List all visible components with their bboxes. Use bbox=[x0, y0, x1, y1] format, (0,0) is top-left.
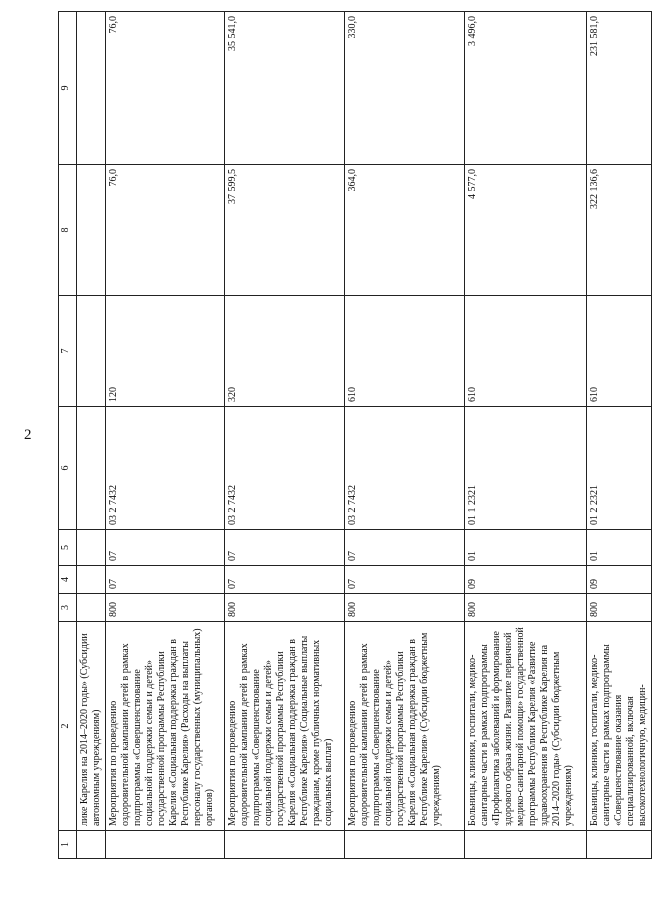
amount-executed-cell: 231 581,0 bbox=[587, 12, 652, 165]
amount-executed-cell: 35 541,0 bbox=[225, 12, 345, 165]
admin-code-cell: 800 bbox=[225, 594, 345, 622]
amount-planned-cell: 322 136,6 bbox=[587, 165, 652, 296]
subsection-code-cell: 01 bbox=[465, 530, 587, 566]
amount-executed-cell bbox=[77, 12, 106, 165]
description-cell: Больницы, клиники, госпитали, медико-санитарные части в рамках подпрограммы «Профилактика заболеваний и формирование здорового образа жизни. Развитие первичной медико-санитарной помощи» государственной программы Республики Карелия «Развитие здравоохранения в Республике Карелия на 2014–2020 годы» (Субсидии бюджетным учреждениям) bbox=[465, 622, 587, 831]
description-cell: Мероприятия по проведению оздоровительной кампании детей в рамках подпрограммы «Совершенствование социальной поддержки семьи и детей» государственной программы Республики Карелия «Социальная поддержка граждан в Республике Карелия» (Субсидии бюджетным учреждениям) bbox=[345, 622, 465, 831]
expense-type-cell: 120 bbox=[106, 296, 225, 407]
section-code-cell: 09 bbox=[587, 566, 652, 594]
admin-code-cell: 800 bbox=[106, 594, 225, 622]
section-code-cell: 09 bbox=[465, 566, 587, 594]
header-col-1: 1 bbox=[59, 831, 77, 859]
table-row bbox=[587, 12, 652, 859]
subsection-code-cell: 07 bbox=[225, 530, 345, 566]
row-index-cell bbox=[345, 831, 465, 859]
amount-planned-cell: 4 577,0 bbox=[465, 165, 587, 296]
row-index-cell bbox=[225, 831, 345, 859]
description-cell: Мероприятия по проведению оздоровительной кампании детей в рамках подпрограммы «Совершенствование социальной поддержки семьи и детей» государственной программы Республики Карелия «Социальная поддержка граждан в Республике Карелия» (Расходы на выплаты персоналу государственных (муниципальных) органов) bbox=[106, 622, 225, 831]
header-col-2: 2 bbox=[59, 622, 77, 831]
header-col-6: 6 bbox=[59, 407, 77, 530]
table-row bbox=[225, 12, 345, 859]
header-col-8: 8 bbox=[59, 165, 77, 296]
budget-table bbox=[58, 11, 652, 859]
subsection-code-cell: 07 bbox=[106, 530, 225, 566]
subsection-code-cell: 07 bbox=[345, 530, 465, 566]
section-code-cell: 07 bbox=[225, 566, 345, 594]
amount-executed-cell: 330,0 bbox=[345, 12, 465, 165]
target-article-cell: 03 2 7432 bbox=[345, 407, 465, 530]
row-index-cell bbox=[77, 831, 106, 859]
budget-table-rotated bbox=[58, 12, 648, 859]
amount-planned-cell: 76,0 bbox=[106, 165, 225, 296]
admin-code-cell bbox=[77, 594, 106, 622]
admin-code-cell: 800 bbox=[587, 594, 652, 622]
header-col-9: 9 bbox=[59, 12, 77, 165]
page-number: 2 bbox=[24, 427, 32, 443]
section-code-cell: 07 bbox=[106, 566, 225, 594]
header-col-5: 5 bbox=[59, 530, 77, 566]
admin-code-cell: 800 bbox=[345, 594, 465, 622]
target-article-cell: 01 2 2321 bbox=[587, 407, 652, 530]
description-cell: лике Карелия на 2014–2020 годы» (Субсидии автономным учреждениям) bbox=[77, 622, 106, 831]
subsection-code-cell bbox=[77, 530, 106, 566]
row-index-cell bbox=[465, 831, 587, 859]
amount-planned-cell: 37 599,5 bbox=[225, 165, 345, 296]
admin-code-cell: 800 bbox=[465, 594, 587, 622]
target-article-cell: 01 1 2321 bbox=[465, 407, 587, 530]
row-index-cell bbox=[106, 831, 225, 859]
target-article-cell bbox=[77, 407, 106, 530]
header-col-4: 4 bbox=[59, 566, 77, 594]
header-col-3: 3 bbox=[59, 594, 77, 622]
amount-executed-cell: 76,0 bbox=[106, 12, 225, 165]
header-row bbox=[59, 12, 77, 859]
expense-type-cell: 320 bbox=[225, 296, 345, 407]
section-code-cell bbox=[77, 566, 106, 594]
expense-type-cell bbox=[77, 296, 106, 407]
target-article-cell: 03 2 7432 bbox=[106, 407, 225, 530]
expense-type-cell: 610 bbox=[587, 296, 652, 407]
expense-type-cell: 610 bbox=[465, 296, 587, 407]
description-cell: Больницы, клиники, госпитали, медико-санитарные части в рамках подпрограммы «Совершенствование оказания специализированной, включая высокотехнологичную, медицин- bbox=[587, 622, 652, 831]
table-row bbox=[77, 12, 106, 859]
header-col-7: 7 bbox=[59, 296, 77, 407]
section-code-cell: 07 bbox=[345, 566, 465, 594]
subsection-code-cell: 01 bbox=[587, 530, 652, 566]
amount-planned-cell: 364,0 bbox=[345, 165, 465, 296]
amount-planned-cell bbox=[77, 165, 106, 296]
table-row bbox=[106, 12, 225, 859]
amount-executed-cell: 3 496,0 bbox=[465, 12, 587, 165]
table-row bbox=[345, 12, 465, 859]
table-row bbox=[465, 12, 587, 859]
description-cell: Мероприятия по проведению оздоровительной кампании детей в рамках подпрограммы «Совершенствование социальной поддержки семьи и детей» государственной программы Республики Карелия «Социальная поддержка граждан в Республике Карелия» (Социальные выплаты гражданам, кроме публичных нормативных социальных выплат) bbox=[225, 622, 345, 831]
target-article-cell: 03 2 7432 bbox=[225, 407, 345, 530]
row-index-cell bbox=[587, 831, 652, 859]
expense-type-cell: 610 bbox=[345, 296, 465, 407]
